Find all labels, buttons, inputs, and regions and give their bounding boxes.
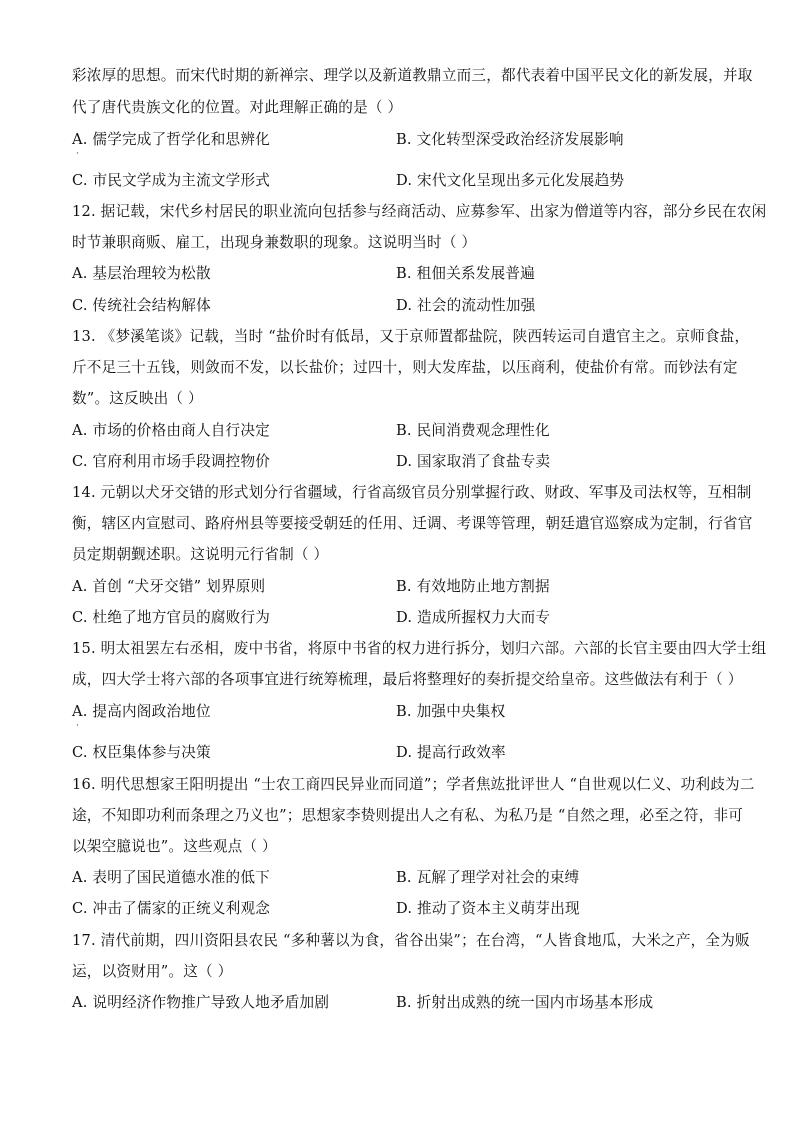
q12-option-b[interactable]: B. 租佃关系发展普遍 xyxy=(396,265,535,282)
q12-option-c[interactable]: C. 传统社会结构解体 xyxy=(72,297,211,314)
q11-option-a[interactable]: A. 儒学完成了哲学化和思辨化 xyxy=(72,131,270,148)
option-a-dot-mark: · xyxy=(76,721,79,731)
q11-option-d[interactable]: D. 宋代文化呈现出多元化发展趋势 xyxy=(396,172,625,189)
q11-stem-line-2: 代了唐代贵族文化的位置。对此理解正确的是（ ） xyxy=(72,99,403,116)
q14-option-d[interactable]: D. 造成所握权力大而专 xyxy=(396,609,551,626)
q16-stem-line-1: 16. 明代思想家王阳明提出 “士农工商四民异业而同道”；学者焦竑批评世人 “自世观以仁义、功利歧为二 xyxy=(72,776,755,793)
q15-option-c[interactable]: C. 权臣集体参与决策 xyxy=(72,744,211,761)
q16-stem-line-2: 途，不知即功利而条理之乃义也”；思想家李贽则提出人之有私、为私乃是 “自然之理，必至之符，非可 xyxy=(72,807,744,824)
q12-stem-line-1: 12. 据记载，宋代乡村居民的职业流向包括参与经商活动、应募参军、出家为僧道等内容，部分乡民在农闲 xyxy=(72,203,767,220)
q13-option-a[interactable]: A. 市场的价格由商人自行决定 xyxy=(72,422,270,439)
q16-option-c[interactable]: C. 冲击了儒家的正统义利观念 xyxy=(72,900,271,917)
q15-option-a[interactable]: A. 提高内阁政治地位 xyxy=(72,703,211,720)
q16-stem-line-3: 以架空臆说也”。这些观点（ ） xyxy=(72,838,277,855)
q15-option-d[interactable]: D. 提高行政效率 xyxy=(396,744,506,761)
q16-option-a[interactable]: A. 表明了国民道德水准的低下 xyxy=(72,869,270,886)
q13-option-c[interactable]: C. 官府利用市场手段调控物价 xyxy=(72,453,271,470)
q11-option-c[interactable]: C. 市民文学成为主流文学形式 xyxy=(72,172,271,189)
q11-stem-line-1: 彩浓厚的思想。而宋代时期的新禅宗、理学以及新道教鼎立而三，都代表着中国平民文化的新发展，并取 xyxy=(72,67,753,84)
q16-option-d[interactable]: D. 推动了资本主义萌芽出现 xyxy=(396,900,580,917)
q15-stem-line-1: 15. 明太祖罢左右丞相，废中书省，将原中书省的权力进行拆分，划归六部。六部的长官主要由四大学士组 xyxy=(72,640,767,657)
q17-option-a[interactable]: A. 说明经济作物推广导致人地矛盾加剧 xyxy=(72,994,330,1011)
q12-stem-line-2: 时节兼职商贩、雇工，出现身兼数职的现象。这说明当时（ ） xyxy=(72,234,477,251)
q14-option-c[interactable]: C. 杜绝了地方官员的腐败行为 xyxy=(72,609,271,626)
q15-stem-line-2: 成，四大学士将六部的各项事宜进行统筹梳理，最后将整理好的奏折提交给皇帝。这些做法有利于（ ） xyxy=(72,671,743,688)
q17-stem-line-1: 17. 清代前期，四川资阳县农民 “多种薯以为食，省谷出粜”；在台湾，“人皆食地瓜，大米之产，全为贩 xyxy=(72,932,750,949)
q16-option-b[interactable]: B. 瓦解了理学对社会的束缚 xyxy=(396,869,580,886)
q13-stem-line-1: 13. 《梦溪笔谈》记载，当时 “盐价时有低昂，又于京师置都盐院，陕西转运司自遣官主之。京师食盐， xyxy=(72,328,750,345)
q14-stem-line-3: 员定期朝觐述职。这说明元行省制（ ） xyxy=(72,546,329,563)
q14-stem-line-2: 衡，辖区内宣慰司、路府州县等要接受朝廷的任用、迁调、考课等管理，朝廷遣官巡察成为定制，行省官 xyxy=(72,515,753,532)
q14-option-a[interactable]: A. 首创 “犬牙交错” 划界原则 xyxy=(72,578,266,595)
q12-option-a[interactable]: A. 基层治理较为松散 xyxy=(72,265,211,282)
q14-stem-line-1: 14. 元朝以犬牙交错的形式划分行省疆域，行省高级官员分别掌握行政、财政、军事及司法权等，互相制 xyxy=(72,484,752,501)
q13-option-d[interactable]: D. 国家取消了食盐专卖 xyxy=(396,453,551,470)
q17-option-b[interactable]: B. 折射出成熟的统一国内市场基本形成 xyxy=(396,994,654,1011)
q13-stem-line-3: 数”。这反映出（ ） xyxy=(72,390,203,407)
q15-option-b[interactable]: B. 加强中央集权 xyxy=(396,703,506,720)
option-a-dot-mark: · xyxy=(76,149,79,159)
q17-stem-line-2: 运，以资财用”。这（ ） xyxy=(72,963,233,980)
q12-option-d[interactable]: D. 社会的流动性加强 xyxy=(396,297,536,314)
q11-option-b[interactable]: B. 文化转型深受政治经济发展影响 xyxy=(396,131,624,148)
q13-option-b[interactable]: B. 民间消费观念理性化 xyxy=(396,422,550,439)
q14-option-b[interactable]: B. 有效地防止地方割据 xyxy=(396,578,550,595)
q13-stem-line-2: 斤不足三十五钱，则敛而不发，以长盐价；过四十，则大发库盐，以压商利，使盐价有常。而钞法有定 xyxy=(72,359,738,376)
